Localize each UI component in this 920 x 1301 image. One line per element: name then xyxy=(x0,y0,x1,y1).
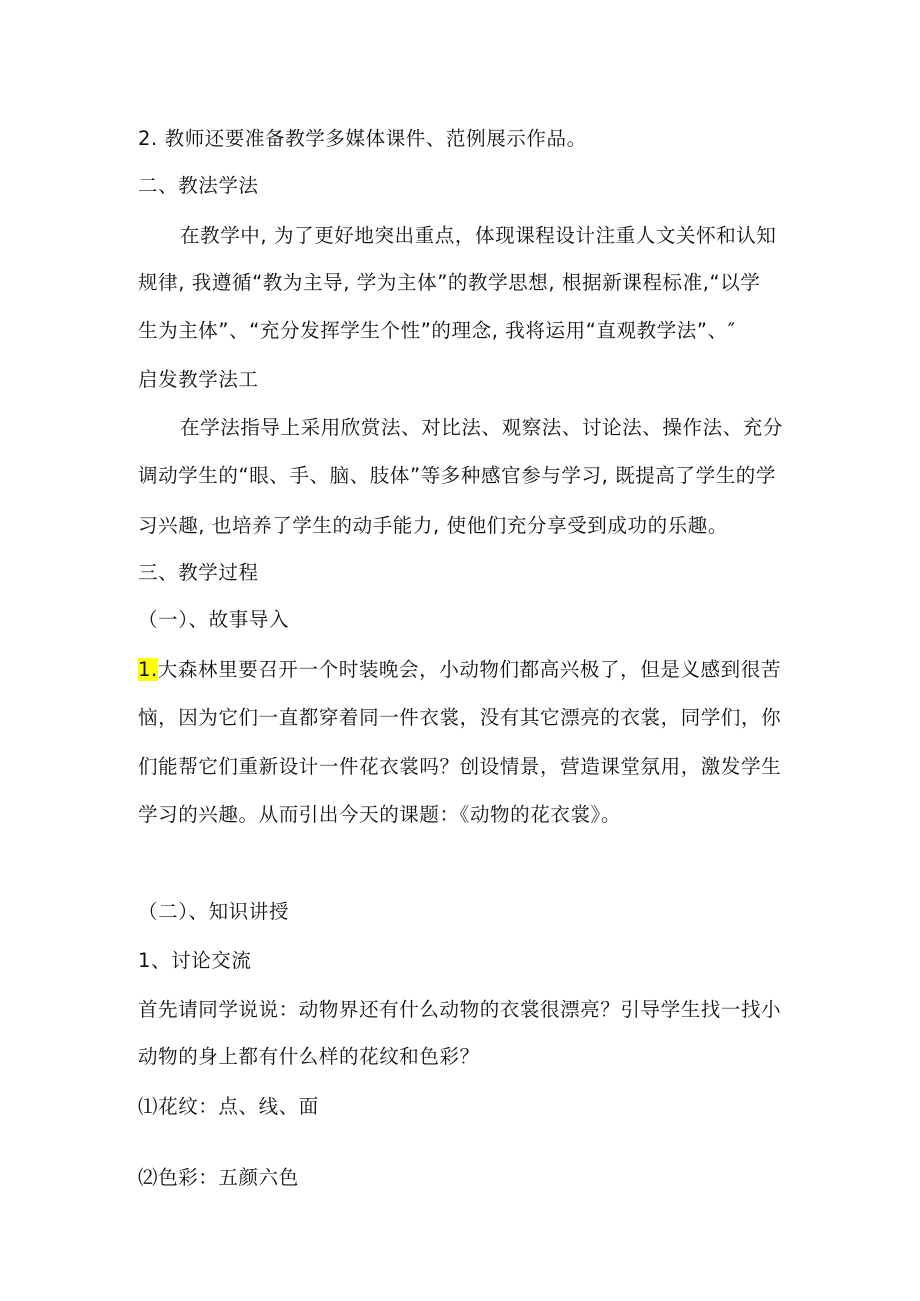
list-item-color: ⑵色彩：五颜六色 xyxy=(138,1166,299,1189)
paragraph-line: 调动学生的“眼、手、脑、肢体”等多种感官参与学习, 既提高了学生的学 xyxy=(138,464,777,487)
text-line-preparation: 2. 教师还要准备教学多媒体课件、范例展示作品。 xyxy=(138,127,587,150)
paragraph-line: 首先请同学说说：动物界还有什么动物的衣裳很漂亮？引导学生找一找小 xyxy=(138,998,782,1021)
heading-methods: 二、教法学法 xyxy=(138,174,259,197)
paragraph-line: 动物的身上都有什么样的花纹和色彩？ xyxy=(138,1045,480,1068)
subheading-knowledge: （二）、知识讲授 xyxy=(138,900,290,923)
highlight-marker: 1. xyxy=(138,658,158,681)
paragraph-line: 规律, 我遵循“教为主导, 学为主体”的教学思想, 根据新课程标准,“以学 xyxy=(138,271,761,294)
list-item-pattern: ⑴花纹：点、线、面 xyxy=(138,1095,319,1118)
paragraph-line: 启发教学法工 xyxy=(138,368,259,391)
subheading-discussion: 1、讨论交流 xyxy=(138,949,252,972)
paragraph-line: 学习的兴趣。从而引出今天的课题：《动物的花衣裳》。 xyxy=(138,803,622,826)
paragraph-line: 习兴趣, 也培养了学生的动手能力, 使他们充分享受到成功的乐趣。 xyxy=(138,514,728,537)
paragraph-line: 生为主体”、“充分发挥学生个性”的理念, 我将运用“直观教学法”、″ xyxy=(138,319,736,342)
story-line-text: 大森林里要召开一个时装晚会，小动物们都高兴极了，但是义感到很苦 xyxy=(157,658,781,681)
paragraph-line: 恼，因为它们一直都穿着同一件衣裳，没有其它漂亮的衣裳，同学们，你 xyxy=(138,706,782,729)
paragraph-line: 在教学中, 为了更好地突出重点，体现课程设计注重人文关怀和认知 xyxy=(180,224,777,247)
subheading-story-intro: （一）、故事导入 xyxy=(138,608,290,631)
paragraph-line: 在学法指导上采用欣赏法、对比法、观察法、讨论法、操作法、充分 xyxy=(180,416,784,439)
heading-process: 三、教学过程 xyxy=(138,561,259,584)
paragraph-line: 们能帮它们重新设计一件花衣裳吗？创设情景，营造课堂氛用，激发学生 xyxy=(138,755,782,778)
paragraph-line-story xyxy=(138,658,781,682)
